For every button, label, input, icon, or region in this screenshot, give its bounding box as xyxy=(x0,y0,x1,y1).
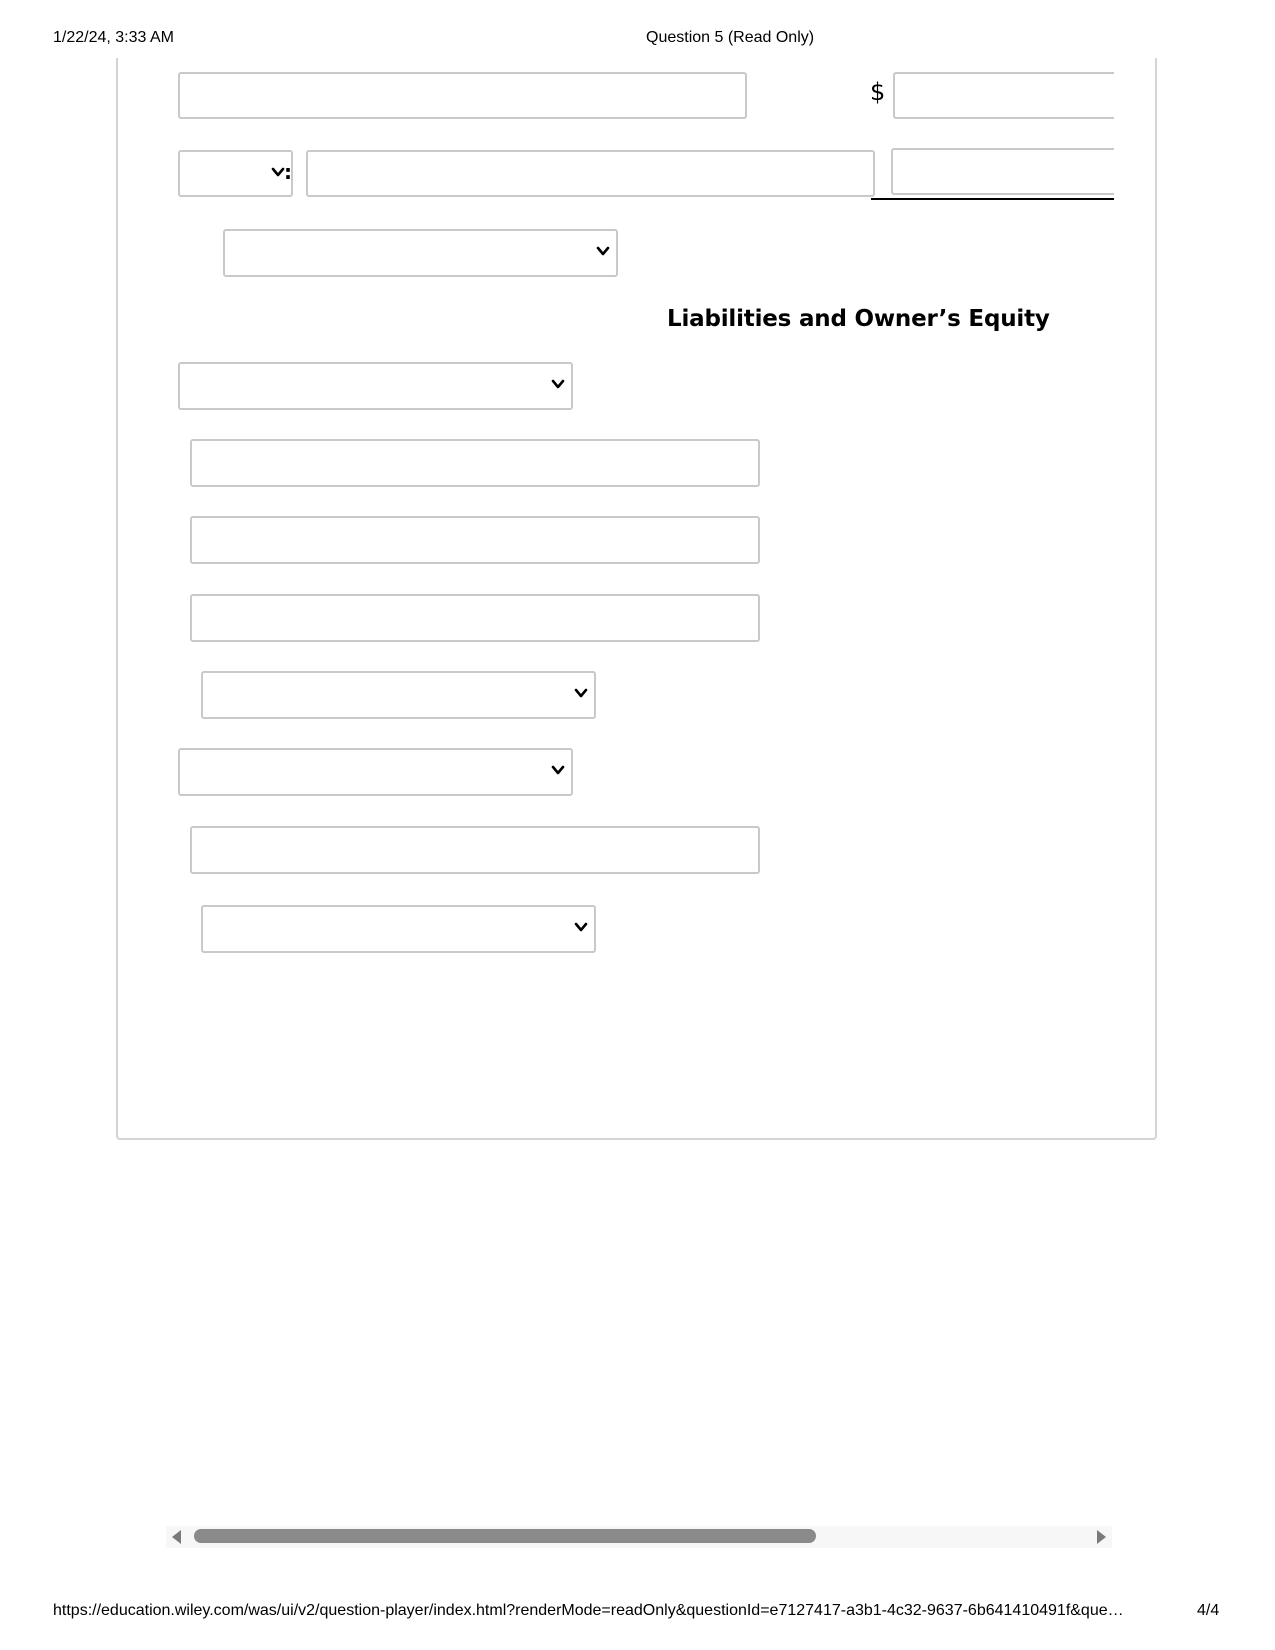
amount-input-2[interactable] xyxy=(891,148,1114,195)
chevron-down-icon xyxy=(574,920,588,934)
scrollbar-thumb[interactable] xyxy=(194,1529,816,1543)
liability-account-input-2[interactable] xyxy=(190,516,760,564)
print-footer-url: https://education.wiley.com/was/ui/v2/question-player/index.html?renderMode=readOnly&questionId=e7127417-a3b1-4c32-9637-6b641410491f&que… xyxy=(53,1602,1124,1619)
chevron-down-icon xyxy=(596,244,610,258)
amount-input-1[interactable] xyxy=(893,72,1114,119)
scroll-right-arrow-icon[interactable] xyxy=(1097,1530,1106,1544)
scroll-left-arrow-icon[interactable] xyxy=(172,1530,181,1544)
adjustment-select[interactable] xyxy=(178,150,293,197)
total-liabilities-equity-select[interactable] xyxy=(201,905,596,953)
total-assets-select[interactable] xyxy=(223,229,618,277)
chevron-down-icon xyxy=(271,165,285,179)
chevron-down-icon xyxy=(551,377,565,391)
section-heading: Liabilities and Owner’s Equity xyxy=(667,306,1050,332)
total-liabilities-select[interactable] xyxy=(201,671,596,719)
account-name-input-2[interactable] xyxy=(306,150,875,197)
account-name-input-1[interactable] xyxy=(178,72,747,119)
liabilities-category-select[interactable] xyxy=(178,362,573,410)
currency-symbol: $ xyxy=(870,78,886,106)
liability-account-input-1[interactable] xyxy=(190,439,760,487)
print-footer-page-number: 4/4 xyxy=(1197,1602,1220,1619)
liability-account-input-3[interactable] xyxy=(190,594,760,642)
equity-account-input[interactable] xyxy=(190,826,760,874)
chevron-down-icon xyxy=(551,763,565,777)
horizontal-scrollbar[interactable] xyxy=(166,1526,1112,1548)
print-header-date: 1/22/24, 3:33 AM xyxy=(53,29,174,46)
total-underline xyxy=(871,198,1114,200)
equity-category-select[interactable] xyxy=(178,748,573,796)
chevron-down-icon xyxy=(574,686,588,700)
print-header-title: Question 5 (Read Only) xyxy=(646,29,815,46)
colon-separator: : xyxy=(284,160,292,184)
